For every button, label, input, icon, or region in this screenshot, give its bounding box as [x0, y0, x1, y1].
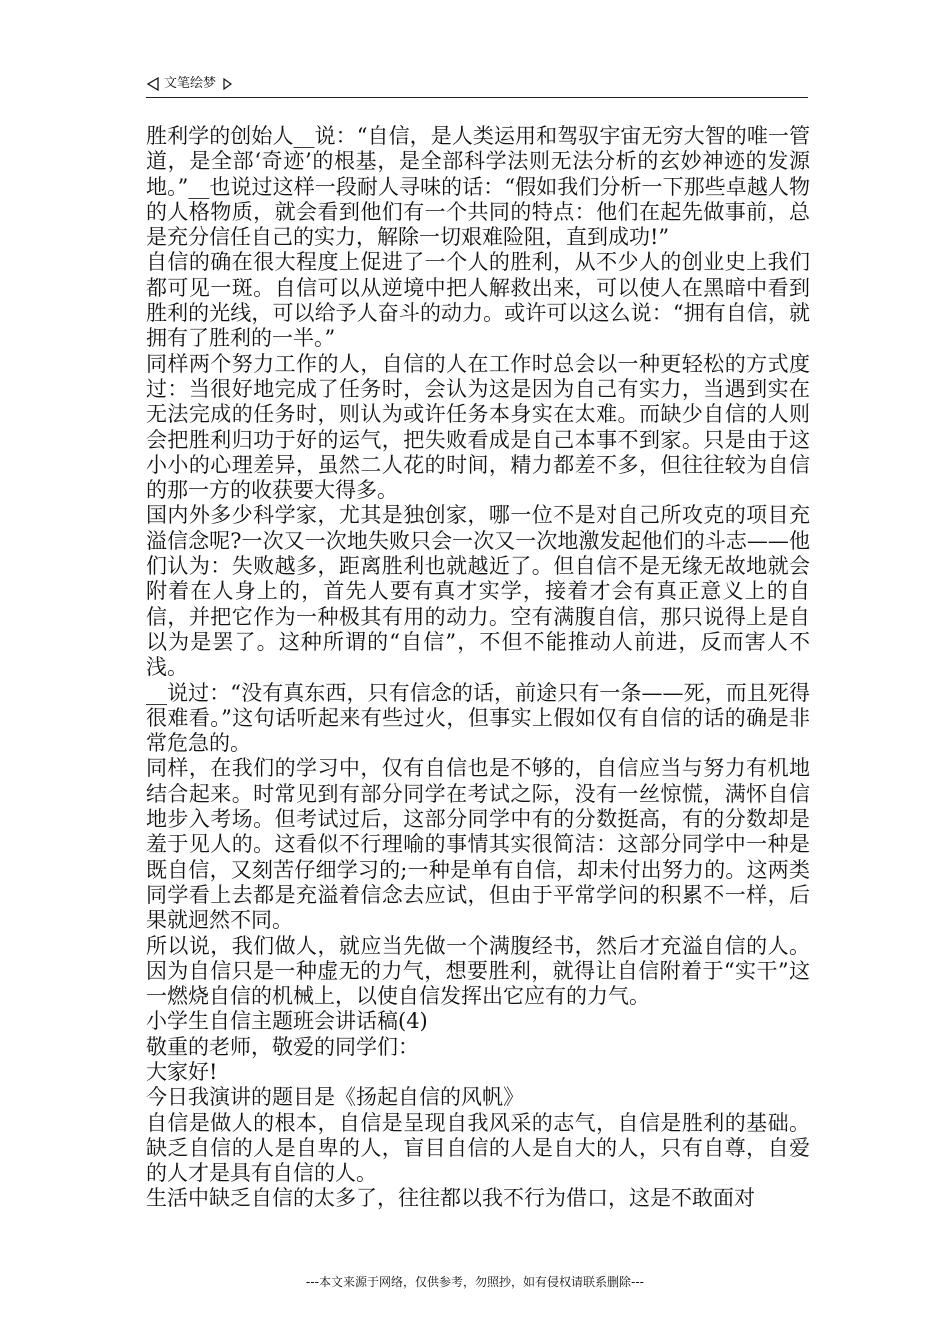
- paragraph: 同样两个努力工作的人，自信的人在工作时总会以一种更轻松的方式度过：当很好地完成了任务时，会认为这是因为自己有实力，当遇到实在无法完成的任务时，则认为或许任务本身实在太难。而缺少自信的人则会把胜利归功于好的运气，把失败看成是自己本事不到家。只是由于这小小的心理差异，虽然二人花的时间，精力都差不多，但往往较为自信的那一方的收获要大得多。: [146, 351, 810, 503]
- triangle-left-icon: [146, 76, 160, 92]
- article-body: [146, 124, 810, 1212]
- section-heading: 小学生自信主题班会讲话稿(4): [146, 1009, 428, 1034]
- paragraph: 国内外多少科学家，尤其是独创家，哪一位不是对自己所攻克的项目充溢信念呢?一次又一次地失败只会一次又一次地激发起他们的斗志——他们认为：失败越多，距离胜利也就越近了。但自信不是无缘无故地就会附着在人身上的，首先人要有真才实学，接着才会有真正意义上的自信，并把它作为一种极其有用的动力。空有满腹自信，那只说得上是自以为是罢了。这种所谓的“自信”，不但不能推动人前进，反而害人不浅。: [146, 503, 810, 680]
- paragraph: 同样，在我们的学习中，仅有自信也是不够的，自信应当与努力有机地结合起来。时常见到有部分同学在考试之际，没有一丝惊慌，满怀自信地步入考场。但考试过后，这部分同学中有的分数挺高，有的分数却是羞于见人的。这看似不行理喻的事情其实很简洁：这部分同学中一种是既自信，又刻苦仔细学习的;一种是单有自信，却未付出努力的。这两类同学看上去都是充溢着信念去应试，但由于平常学问的积累不一样，后果就迥然不同。: [146, 756, 810, 933]
- paragraph: __说过：“没有真东西，只有信念的话，前途只有一条——死，而且死得很难看。”这句话听起来有些过火，但事实上假如仅有自信的话的确是非常危急的。: [146, 680, 810, 756]
- header-divider: [146, 97, 808, 98]
- salutation: 敬重的老师，敬爱的同学们：: [146, 1034, 419, 1059]
- paragraph: 自信的确在很大程度上促进了一个人的胜利，从不少人的创业史上我们都可见一斑。自信可以从逆境中把人解救出来，可以使人在黑暗中看到胜利的光线，可以给予人奋斗的动力。或许可以这么说：“拥有自信，就拥有了胜利的一半。”: [146, 250, 810, 351]
- speech-title-line: 今日我演讲的题目是《扬起自信的风帆》: [146, 1085, 524, 1110]
- brand-logo: [146, 74, 232, 95]
- triangle-right-icon: [222, 78, 232, 90]
- paragraph: 所以说，我们做人，就应当先做一个满腹经书，然后才充溢自信的人。因为自信只是一种虚无的力气，想要胜利，就得让自信附着于“实干”这一燃烧自信的机械上，以使自信发挥出它应有的力气。: [146, 933, 810, 1009]
- greeting: 大家好!: [146, 1059, 218, 1084]
- paragraph: 生活中缺乏自信的太多了，往往都以我不行为借口，这是不敢面对: [146, 1186, 755, 1211]
- page-header: [146, 74, 808, 98]
- brand-name: 文笔绘梦: [164, 76, 217, 91]
- footer-notice: ---本文来源于网络，仅供参考，勿照抄，如有侵权请联系删除---: [306, 1275, 644, 1289]
- paragraph: 自信是做人的根本，自信是呈现自我风采的志气，自信是胜利的基础。缺乏自信的人是自卑的人，盲目自信的人是自大的人，只有自尊，自爱的人才是具有自信的人。: [146, 1110, 810, 1186]
- paragraph: 胜利学的创始人__说：“自信，是人类运用和驾驭宇宙无穷大智的唯一管道，是全部‘奇迹’的根基，是全部科学法则无法分析的玄妙神迹的发源地。”__也说过这样一段耐人寻味的话：“假如我们分析一下那些卓越人物的人格物质，就会看到他们有一个共同的特点：他们在起先做事前，总是充分信任自己的实力，解除一切艰难险阻，直到成功!”: [146, 124, 810, 250]
